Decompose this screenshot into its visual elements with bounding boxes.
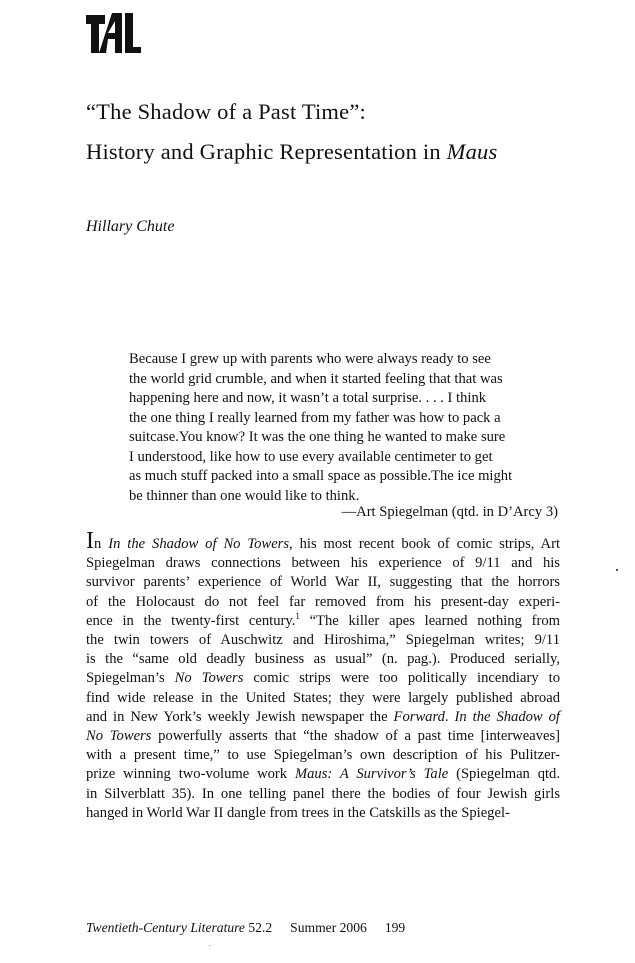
body-line: and in New York’s weekly Jewish newspaper the Forward. In the Shadow of <box>86 708 560 725</box>
title-text: History and Graphic Representation in <box>86 139 447 164</box>
body-line: survivor parents’ experience of World War II, suggesting that the horrors <box>86 574 560 591</box>
body-line: the twin towers of Auschwitz and Hiroshima,” Spiegelman writes; 9/11 <box>86 632 560 649</box>
article-title-line2 <box>86 141 497 164</box>
journal-name: Twentieth-Century Literature <box>86 920 245 935</box>
footnote-marker: 1 <box>295 610 300 621</box>
drop-cap: I <box>86 528 94 554</box>
body-line: ence in the twenty-first century.$^1$ “The killer apes learned nothing from <box>86 610 560 629</box>
scan-speck <box>209 945 210 946</box>
body-line: with a present time,” to use Spiegelman’s own description of his Pulitzer- <box>86 747 560 764</box>
body-line: Spiegelman’s No Towers comic strips were too politically incendiary to <box>86 670 561 687</box>
epigraph-line: the one thing I really learned from my father was how to pack a <box>129 409 501 426</box>
page-number: 199 <box>384 920 406 935</box>
epigraph-line: be thinner than one would like to think. <box>129 487 360 504</box>
issue-season: Summer 2006 <box>290 920 367 935</box>
journal-logo-icon <box>86 9 150 53</box>
article-title-line1: “The Shadow of a Past Time”: <box>86 99 366 124</box>
author-name: Hillary Chute <box>86 218 175 235</box>
epigraph-line: as much stuff packed into a small space as possible.The ice might <box>129 468 513 484</box>
journal-volume: 52.2 <box>248 920 273 935</box>
body-line: in Silverblatt 35). In one telling panel there the bodies of four Jewish girls <box>86 785 560 802</box>
body-line: hanged in World War II dangle from trees in the Catskills as the Spiegel- <box>86 804 510 821</box>
epigraph-line: the world grid crumble, and when it started feeling that that was <box>129 370 503 387</box>
epigraph-attribution: —Art Spiegelman (qtd. in D’Arcy 3) <box>341 504 558 520</box>
title-italic-maus: Maus <box>446 139 498 164</box>
body-line: find wide release in the United States; they were largely published abroad <box>86 689 560 706</box>
margin-mark <box>616 569 618 571</box>
body-line: In In the Shadow of No Towers, his most recent book of comic strips, Art <box>86 528 560 554</box>
epigraph-line: Because I grew up with parents who were always ready to see <box>129 351 491 367</box>
body-paragraph <box>86 528 561 823</box>
epigraph <box>129 350 559 506</box>
body-line: No Towers powerfully asserts that “the shadow of a past time [interweaves] <box>86 728 560 745</box>
epigraph-line: suitcase.You know? It was the one thing he wanted to make sure <box>129 429 506 445</box>
body-line: prize winning two-volume work Maus: A Survivor’s Tale (Spiegelman qtd. <box>86 766 560 783</box>
epigraph-line: I understood, like how to use every available centimeter to get <box>129 448 493 465</box>
page-footer <box>86 921 405 935</box>
body-line: Spiegelman draws connections between his experience of 9/11 and his <box>86 555 560 572</box>
body-line: is the “same old deadly business as usual” (n. pag.). Produced serially, <box>86 651 560 668</box>
epigraph-line: happening here and now, it wasn’t a total surprise. . . . I think <box>129 390 487 406</box>
body-line: of the Holocaust do not feel far removed from his present-day experi- <box>86 593 560 610</box>
